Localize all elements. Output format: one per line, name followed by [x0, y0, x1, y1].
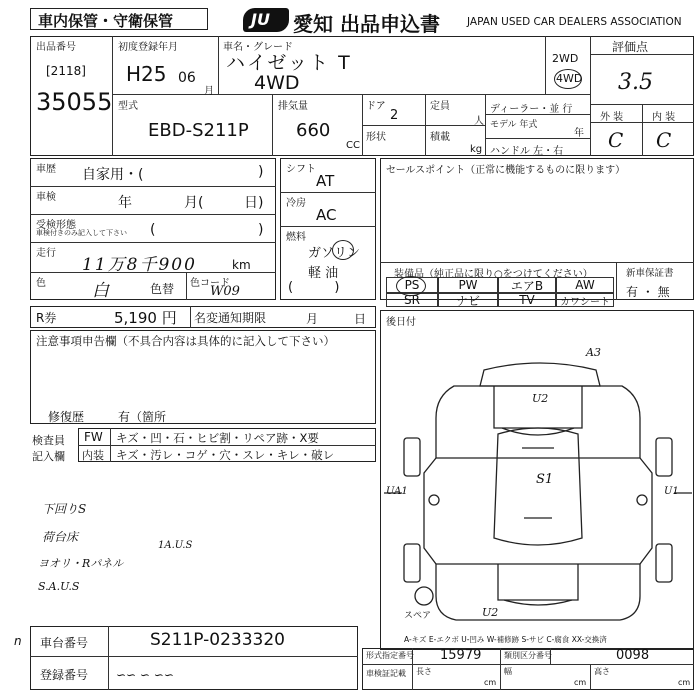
spare-label: スペア	[404, 611, 432, 621]
recycle-label: R券	[36, 311, 57, 325]
registration-label: 初度登録年月	[118, 42, 178, 53]
equip-ps: PS	[386, 277, 438, 293]
fuel-label: 燃料	[286, 232, 306, 243]
doors-label: ドア	[366, 101, 386, 112]
body-shape-label: 形状	[366, 132, 386, 143]
history-close: )	[258, 164, 264, 180]
association-name: JAPAN USED CAR DEALERS ASSOCIATION	[467, 16, 682, 28]
new-warranty-value: 有 ・ 無	[626, 285, 670, 299]
equip-tv: TV	[498, 293, 556, 307]
rating-score: 3.5	[618, 70, 653, 95]
color-code: W09	[210, 284, 240, 299]
registration-month-unit: 月	[204, 86, 214, 97]
handle-label: ハンドル 左・右	[490, 146, 564, 157]
damage-legend: A-キズ E-エクボ U-凹み W-補修跡 S-サビ C-腐食 XX-交換済	[404, 635, 607, 644]
aircon-value: AC	[316, 206, 337, 224]
load-unit: kg	[470, 144, 483, 155]
width-label: 幅	[504, 667, 512, 676]
int-label: 内装	[82, 449, 104, 462]
registration-year: H25	[126, 62, 167, 86]
class-label: 類別区分番号	[504, 651, 552, 660]
equip-airbag: エアB	[498, 277, 556, 293]
fuel-gas: ガソリン	[308, 246, 361, 261]
mark-ua1: UA1	[386, 486, 408, 497]
fw-items: キズ・凹・石・ヒビ割・リペア跡・X要	[116, 431, 319, 445]
notice-day: 日	[354, 312, 367, 326]
inspection-month: 月(	[184, 195, 204, 211]
class-value: 0098	[616, 648, 650, 663]
note-line-2: 荷台床	[42, 530, 79, 544]
repair-value: 有（箇所	[118, 410, 167, 424]
length-unit: cm	[484, 678, 497, 687]
inspection-label: 車検	[36, 192, 56, 203]
note-line-4: S.A.U.S	[38, 580, 80, 593]
equip-leather: カワシート	[556, 293, 614, 307]
mark-s1: S1	[536, 472, 554, 487]
equip-pw: PW	[438, 277, 498, 293]
size-label: 車検証記載	[366, 669, 406, 678]
width-unit: cm	[574, 678, 587, 687]
mileage-unit: km	[232, 258, 251, 272]
fw-label: FW	[84, 430, 103, 444]
model-year-unit: 年	[574, 128, 584, 139]
model-label: 型式	[118, 101, 138, 112]
note-line-1: 下回りS	[42, 502, 87, 516]
note-line-5: 1A.U.S	[158, 540, 193, 551]
car-name-label: 車名・グレード	[223, 42, 293, 53]
mileage-label: 走行	[36, 248, 56, 259]
car-diagram	[384, 338, 692, 638]
inspection-form-close: )	[258, 222, 264, 238]
inspector-label: 検査員	[32, 434, 65, 447]
notes-label: 注意事項申告欄（不具合内容は具体的に記入して下さい）	[36, 334, 335, 348]
notice-label: 名変通知期限	[194, 311, 267, 325]
color-change-label: 色替	[150, 282, 175, 296]
displacement-unit: CC	[346, 140, 360, 151]
fuel-diesel: 軽 油	[308, 266, 339, 281]
load-label: 積載	[430, 132, 450, 143]
inspection-form-label: 受検形態	[36, 220, 76, 231]
exterior-label: 外 装	[600, 112, 624, 123]
mark-u2-top: U2	[532, 392, 549, 405]
mark-u2-bottom: U2	[482, 606, 499, 619]
drive-4wd: 4WD	[556, 72, 583, 85]
rating-label: 評価点	[612, 40, 649, 54]
mark-u1: U1	[664, 486, 679, 497]
footer-n-mark: n	[14, 634, 22, 648]
car-name: ハイゼット T	[226, 52, 352, 74]
reg-number-scribble: ∽∽ ∽ ∽∽	[116, 668, 174, 682]
color-label: 色	[36, 278, 46, 289]
notice-month: 月	[306, 312, 319, 326]
equip-sr: SR	[386, 293, 438, 307]
car-grade: 4WD	[254, 72, 300, 94]
post-attach-label: 後日付	[386, 317, 416, 328]
ju-logo-text: JU	[251, 10, 270, 29]
mileage-value: 11万8千900	[82, 255, 197, 275]
history-value: 自家用・(	[82, 167, 144, 183]
registration-month: 06	[178, 70, 196, 86]
new-warranty-label: 新車保証書	[626, 268, 674, 279]
capacity-label: 定員	[430, 101, 450, 112]
drive-2wd: 2WD	[552, 52, 579, 65]
shift-value: AT	[316, 172, 335, 190]
mark-a3: A3	[586, 346, 601, 359]
recycle-value: 5,190 円	[114, 309, 177, 327]
form-title: 愛知 出品申込書	[293, 12, 440, 36]
interior-label: 内 装	[652, 112, 676, 123]
doors-value: 2	[390, 108, 399, 123]
inspection-form-open: (	[150, 222, 156, 238]
type-value: 15979	[440, 648, 482, 663]
color-value: 白	[92, 281, 109, 301]
exterior-grade: C	[608, 128, 624, 152]
lot-label: 出品番号	[36, 42, 76, 53]
displacement-label: 排気量	[278, 101, 308, 112]
height-label: 高さ	[594, 667, 610, 676]
model-value: EBD-S211P	[148, 120, 249, 141]
equip-aw: AW	[556, 277, 614, 293]
height-unit: cm	[678, 678, 691, 687]
inspection-year: 年	[118, 195, 132, 211]
chassis-label: 車台番号	[40, 636, 89, 650]
interior-grade: C	[656, 128, 672, 152]
equip-ps-circle	[396, 276, 426, 296]
inspection-day: 日)	[244, 195, 264, 211]
displacement-value: 660	[296, 120, 331, 141]
color-code-label: 色コード	[190, 278, 230, 289]
length-label: 長さ	[416, 667, 432, 676]
fuel-paren: ( )	[288, 280, 340, 295]
int-items: キズ・汚レ・コゲ・穴・スレ・キレ・破レ	[116, 448, 335, 462]
inspection-form-note: 車検付きのみ記入して下さい	[36, 229, 127, 237]
equipment-label: 装備品（純正品に限り○をつけてください）	[394, 269, 593, 280]
type-label: 形式指定番号	[366, 651, 414, 660]
model-year-label: モデル 年式	[490, 120, 538, 130]
aircon-label: 冷房	[286, 198, 306, 209]
note-line-3: ヨオリ・Rパネル	[38, 557, 124, 570]
dealer-label: ディーラー・並 行	[490, 104, 573, 115]
reg-number-label: 登録番号	[40, 668, 89, 682]
history-label: 車歴	[36, 164, 56, 175]
writer-label: 記入欄	[32, 450, 65, 463]
storage-title: 車内保管・守衛保管	[38, 12, 174, 30]
repair-label: 修復歴	[48, 410, 85, 424]
sales-point-label: セールスポイント（正常に機能するものに限ります）	[386, 165, 626, 176]
chassis-value: S211P-0233320	[150, 630, 285, 650]
capacity-unit: 人	[474, 116, 484, 127]
lot-number: 35055	[36, 88, 113, 116]
equip-navi: ナビ	[438, 293, 498, 307]
shift-label: シフト	[286, 164, 316, 175]
lot-bracket: [2118]	[46, 64, 86, 78]
